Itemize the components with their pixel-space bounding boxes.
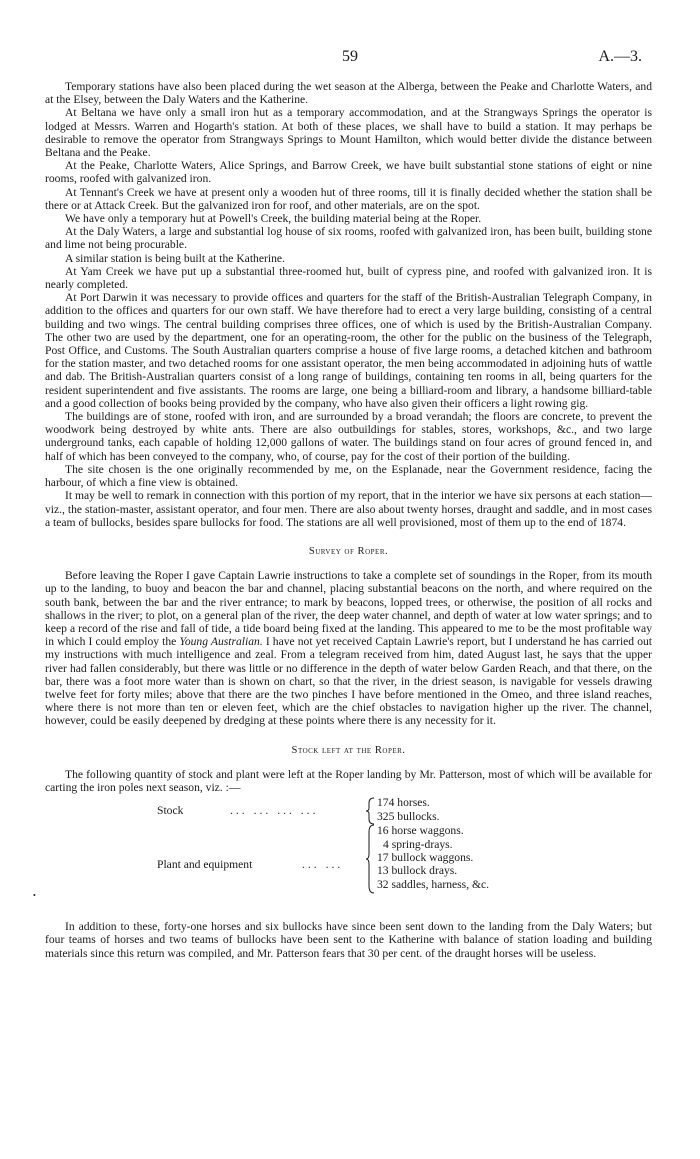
closing-paragraph: In addition to these, forty-one horses and six bullocks have since been sent down to the landing from the Daly Waters; but four teams of horses and two teams of bullocks have been sent to the Katherine with balance of station loading and building materials since this return was compiled, and Mr. Patterson fears that 30 per cent. of the draught horses will be useless. bbox=[45, 920, 652, 960]
paragraph: At Tennant's Creek we have at present only a wooden hut of three rooms, till it is finally decided whether the station shall be there or at Attack Creek. But the galvanized iron for roof, and other materials, are on the spot. bbox=[45, 185, 652, 212]
paragraph: At Beltana we have only a small iron hut as a temporary accommodation, and at the Strangways Springs the operator is lodged at Messrs. Warren and Hogarth's station. At both of these places, we shall have to build a station. It may perhaps be desirable to remove the operator from Strangways Springs to Mount Hamilton, which would better divide the distance between Beltana and the Peake. bbox=[45, 106, 652, 160]
stock-item: 325 bullocks. bbox=[377, 809, 440, 823]
paragraph: We have only a temporary hut at Powell's Creek, the building material being at the Roper. bbox=[65, 212, 482, 226]
paragraph: At the Daly Waters, a large and substantial log house of six rooms, roofed with galvanized iron, has been built, building stone and lime not being procurable. bbox=[45, 225, 652, 252]
stock-items-list bbox=[377, 796, 439, 823]
paragraph: Temporary stations have also been placed during the wet season at the Alberga, between the Peake and Charlotte Waters, and at the Elsey, between the Daly Waters and the Katherine. bbox=[45, 80, 652, 107]
plant-items-list bbox=[377, 824, 489, 891]
paragraph: The site chosen is the one originally recommended by me, on the Esplanade, near the Government residence, facing the harbour, of which a fine view is obtained. bbox=[45, 462, 652, 490]
margin-bullet: • bbox=[33, 891, 36, 901]
stock-brace bbox=[365, 797, 377, 825]
paragraph: At the Peake, Charlotte Waters, Alice Springs, and Barrow Creek, we have built substantial stone stations of eight or nine rooms, roofed with galvanized iron. bbox=[45, 159, 652, 186]
paragraph: At Port Darwin it was necessary to provide offices and quarters for the staff of the British-Australian Telegraph Company, in addition to the offices and quarters for our own staff. We have therefore had to erect a very large building, consisting of a central building and two wings. The central building comprises three offices, one of which is used by the British-Australian Company. The other two are used by the department, one for an operating-room, the other for the public on the business of the Telegraph, Post Office, and Customs. The South Australian quarters comprise a house of five large rooms, a detached kitchen and bathroom for the station master, and two detached rooms for one assistant operator, the men being accommodated in adjoining huts of wattle and dab. The British-Australian quarters consist of a long range of buildings, containing ten rooms in all, being quarters for the resident superintendent and five assistants. The rooms are large, one being a billiard-room and library, a handsome billiard-table and a good collection of books being provided by the company, who have also given their officers a light rowing gig. bbox=[45, 291, 652, 410]
plant-brace bbox=[365, 824, 377, 894]
plant-leader-dots: ... ... bbox=[302, 858, 344, 872]
document-body bbox=[33, 80, 653, 960]
stock-leader-dots: ... ... ... ... bbox=[230, 804, 319, 818]
plant-label: Plant and equipment bbox=[157, 858, 253, 872]
plant-item: 16 horse waggons. bbox=[377, 824, 464, 838]
page-number: 59 bbox=[342, 48, 358, 65]
survey-paragraph bbox=[45, 569, 652, 727]
plant-item: 4 spring-drays. bbox=[383, 837, 453, 851]
paragraph: At Yam Creek we have put up a substantial three-roomed hut, built of cypress pine, and roofed with galvanized iron. It is nearly completed. bbox=[45, 264, 652, 292]
stock-item: 174 horses. bbox=[377, 796, 430, 810]
stock-label: Stock bbox=[157, 804, 184, 818]
paragraph: It may be well to remark in connection with this portion of my report, that in the interior we have six persons at each station—viz., the station-master, assistant operator, and four men. There are also about twenty horses, draught and saddle, and in most cases a team of bullocks, besides spare bullocks for food. The stations are all well provisioned, most of them up to the end of 1874. bbox=[45, 489, 652, 529]
stock-table bbox=[33, 796, 652, 914]
stock-intro-paragraph: The following quantity of stock and plant were left at the Roper landing by Mr. Patterson, most of which will be available for carting the iron poles next season, viz. :— bbox=[45, 767, 652, 794]
plant-item: 17 bullock waggons. bbox=[377, 850, 474, 864]
section-heading-survey: Survey of Roper. bbox=[308, 545, 389, 557]
survey-text-part-2: I have not yet received Captain Lawrie's report, but I understand he has carried out my instructions with much intelligence and zeal. From a telegram received from him, dated August last, he says that the upper river had fallen considerably, but there was little or no difference in the depth of water below Garden Reach, and that there, on the bar, there was a foot more water than is shown on chart, so that the river, in the driest season, is navigable for vessels drawing twelve feet for forty miles; above that there are the two pinches I have before mentioned in the Omeo, and three island reaches, where there is not more than ten or eleven feet, which are the chief obstacles to navigation higher up the river. The channel, however, could be easily deepened by dredging at these points where there is any necessity for it. bbox=[45, 635, 653, 728]
ship-name: Young Australian. bbox=[179, 635, 263, 649]
section-heading-stock: Stock left at the Roper. bbox=[291, 744, 406, 756]
plant-item: 13 bullock drays. bbox=[377, 864, 458, 878]
survey-text-part-1: Before leaving the Roper I gave Captain Lawrie instructions to take a complete set of soundings in the Roper, from its mouth up to the landing, to buoy and beacon the bar and channel, placing substantial beacons on the north, and where required on the south bank, between the bar and the river entrance; to mark by beacons, lopped trees, or otherwise, the position of all rocks and shallows in the river; to plot, on a general plan of the river, the deep water channel, and depth of water at low water springs; and to keep a record of the rise and fall of tide, a tide board being fixed at the landing. This appeared to me to be the most profitable way in which I could employ the bbox=[45, 569, 652, 649]
paragraph: The buildings are of stone, roofed with iron, and are surrounded by a broad verandah; the floors are concrete, to prevent the woodwork being destroyed by white ants. There are also outbuildings for stables, stores, workshops, &c., and two large underground tanks, each capable of holding 12,000 gallons of water. The buildings stand on four acres of ground fenced in, and half of which has been conveyed to the company, who, of course, pay for the cost of their portion of the building. bbox=[45, 410, 652, 463]
document-reference: A.—3. bbox=[598, 48, 642, 65]
paragraph: A similar station is being built at the Katherine. bbox=[65, 251, 285, 265]
plant-item: 32 saddles, harness, &c. bbox=[377, 877, 490, 891]
